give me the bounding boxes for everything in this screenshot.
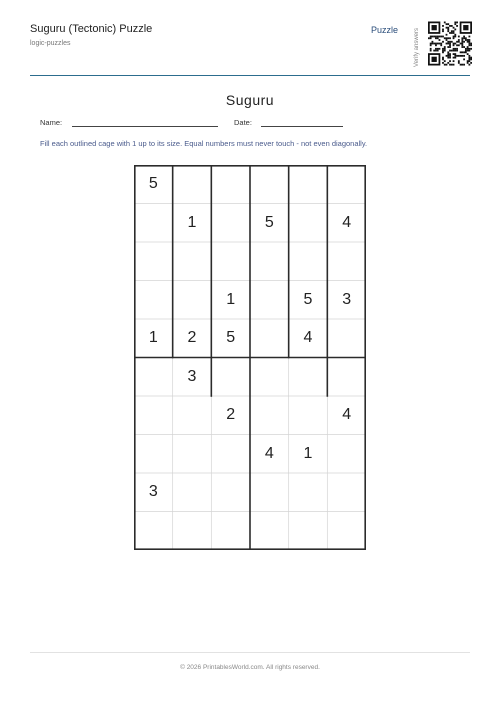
empty-cell[interactable]	[134, 358, 173, 397]
date-field[interactable]	[261, 126, 343, 127]
empty-cell[interactable]	[250, 242, 289, 281]
empty-cell[interactable]	[289, 358, 328, 397]
empty-cell[interactable]	[211, 242, 250, 281]
document-subtitle: logic-puzzles	[30, 40, 71, 47]
footer-copyright: © 2026 PrintablesWorld.com. All rights reserved.	[180, 664, 320, 671]
empty-cell[interactable]	[211, 435, 250, 474]
qr-code-icon[interactable]	[428, 16, 472, 71]
given-cell: 3	[342, 290, 352, 308]
empty-cell[interactable]	[250, 358, 289, 397]
given-cell: 4	[342, 213, 352, 231]
empty-cell[interactable]	[173, 473, 212, 512]
empty-cell[interactable]	[289, 242, 328, 281]
suguru-grid	[134, 165, 366, 550]
qr-caption	[411, 17, 423, 69]
empty-cell[interactable]	[289, 165, 328, 204]
empty-cell[interactable]	[327, 473, 366, 512]
empty-cell[interactable]	[250, 165, 289, 204]
empty-cell[interactable]	[289, 204, 328, 243]
empty-cell[interactable]	[134, 281, 173, 320]
empty-cell[interactable]	[250, 512, 289, 551]
given-cell: 1	[303, 444, 313, 462]
given-cell: 4	[303, 329, 313, 347]
given-cell: 5	[303, 290, 313, 308]
qr-caption-text: Verify answers	[414, 27, 420, 67]
empty-cell[interactable]	[289, 473, 328, 512]
empty-cell[interactable]	[211, 512, 250, 551]
name-label: Name:	[40, 118, 63, 127]
empty-cell[interactable]	[250, 281, 289, 320]
given-cell: 4	[264, 444, 274, 462]
given-cell: 1	[148, 329, 158, 347]
footer-divider	[30, 652, 470, 653]
empty-cell[interactable]	[327, 512, 366, 551]
empty-cell[interactable]	[173, 512, 212, 551]
empty-cell[interactable]	[250, 396, 289, 435]
empty-cell[interactable]	[327, 242, 366, 281]
empty-cell[interactable]	[211, 204, 250, 243]
empty-cell[interactable]	[289, 396, 328, 435]
empty-cell[interactable]	[173, 281, 212, 320]
given-cell: 5	[148, 175, 158, 193]
empty-cell[interactable]	[289, 512, 328, 551]
empty-cell[interactable]	[250, 473, 289, 512]
given-cell: 4	[342, 406, 352, 424]
puzzle-link[interactable]: Puzzle	[371, 25, 399, 35]
given-cell: 2	[187, 329, 197, 347]
page-title: Suguru	[225, 92, 275, 108]
name-field[interactable]	[72, 126, 218, 127]
empty-cell[interactable]	[173, 242, 212, 281]
empty-cell[interactable]	[250, 319, 289, 358]
given-cell: 3	[148, 483, 158, 501]
empty-cell[interactable]	[327, 165, 366, 204]
empty-cell[interactable]	[134, 242, 173, 281]
document-title: Suguru (Tectonic) Puzzle	[30, 23, 153, 35]
empty-cell[interactable]	[173, 435, 212, 474]
given-cell: 5	[226, 329, 236, 347]
empty-cell[interactable]	[173, 396, 212, 435]
empty-cell[interactable]	[134, 435, 173, 474]
empty-cell[interactable]	[211, 358, 250, 397]
header-divider	[30, 75, 470, 76]
empty-cell[interactable]	[327, 435, 366, 474]
given-cell: 1	[226, 290, 236, 308]
empty-cell[interactable]	[211, 473, 250, 512]
instructions: Fill each outlined cage with 1 up to its size. Equal numbers must never touch - not even diagonally.	[40, 139, 368, 148]
empty-cell[interactable]	[211, 165, 250, 204]
date-label: Date:	[234, 118, 252, 127]
empty-cell[interactable]	[134, 204, 173, 243]
empty-cell[interactable]	[327, 358, 366, 397]
given-cell: 5	[264, 213, 274, 231]
empty-cell[interactable]	[173, 165, 212, 204]
given-cell: 1	[187, 213, 197, 231]
empty-cell[interactable]	[134, 512, 173, 551]
empty-cell[interactable]	[327, 319, 366, 358]
given-cell: 3	[187, 367, 197, 385]
empty-cell[interactable]	[134, 396, 173, 435]
given-cell: 2	[226, 406, 236, 424]
